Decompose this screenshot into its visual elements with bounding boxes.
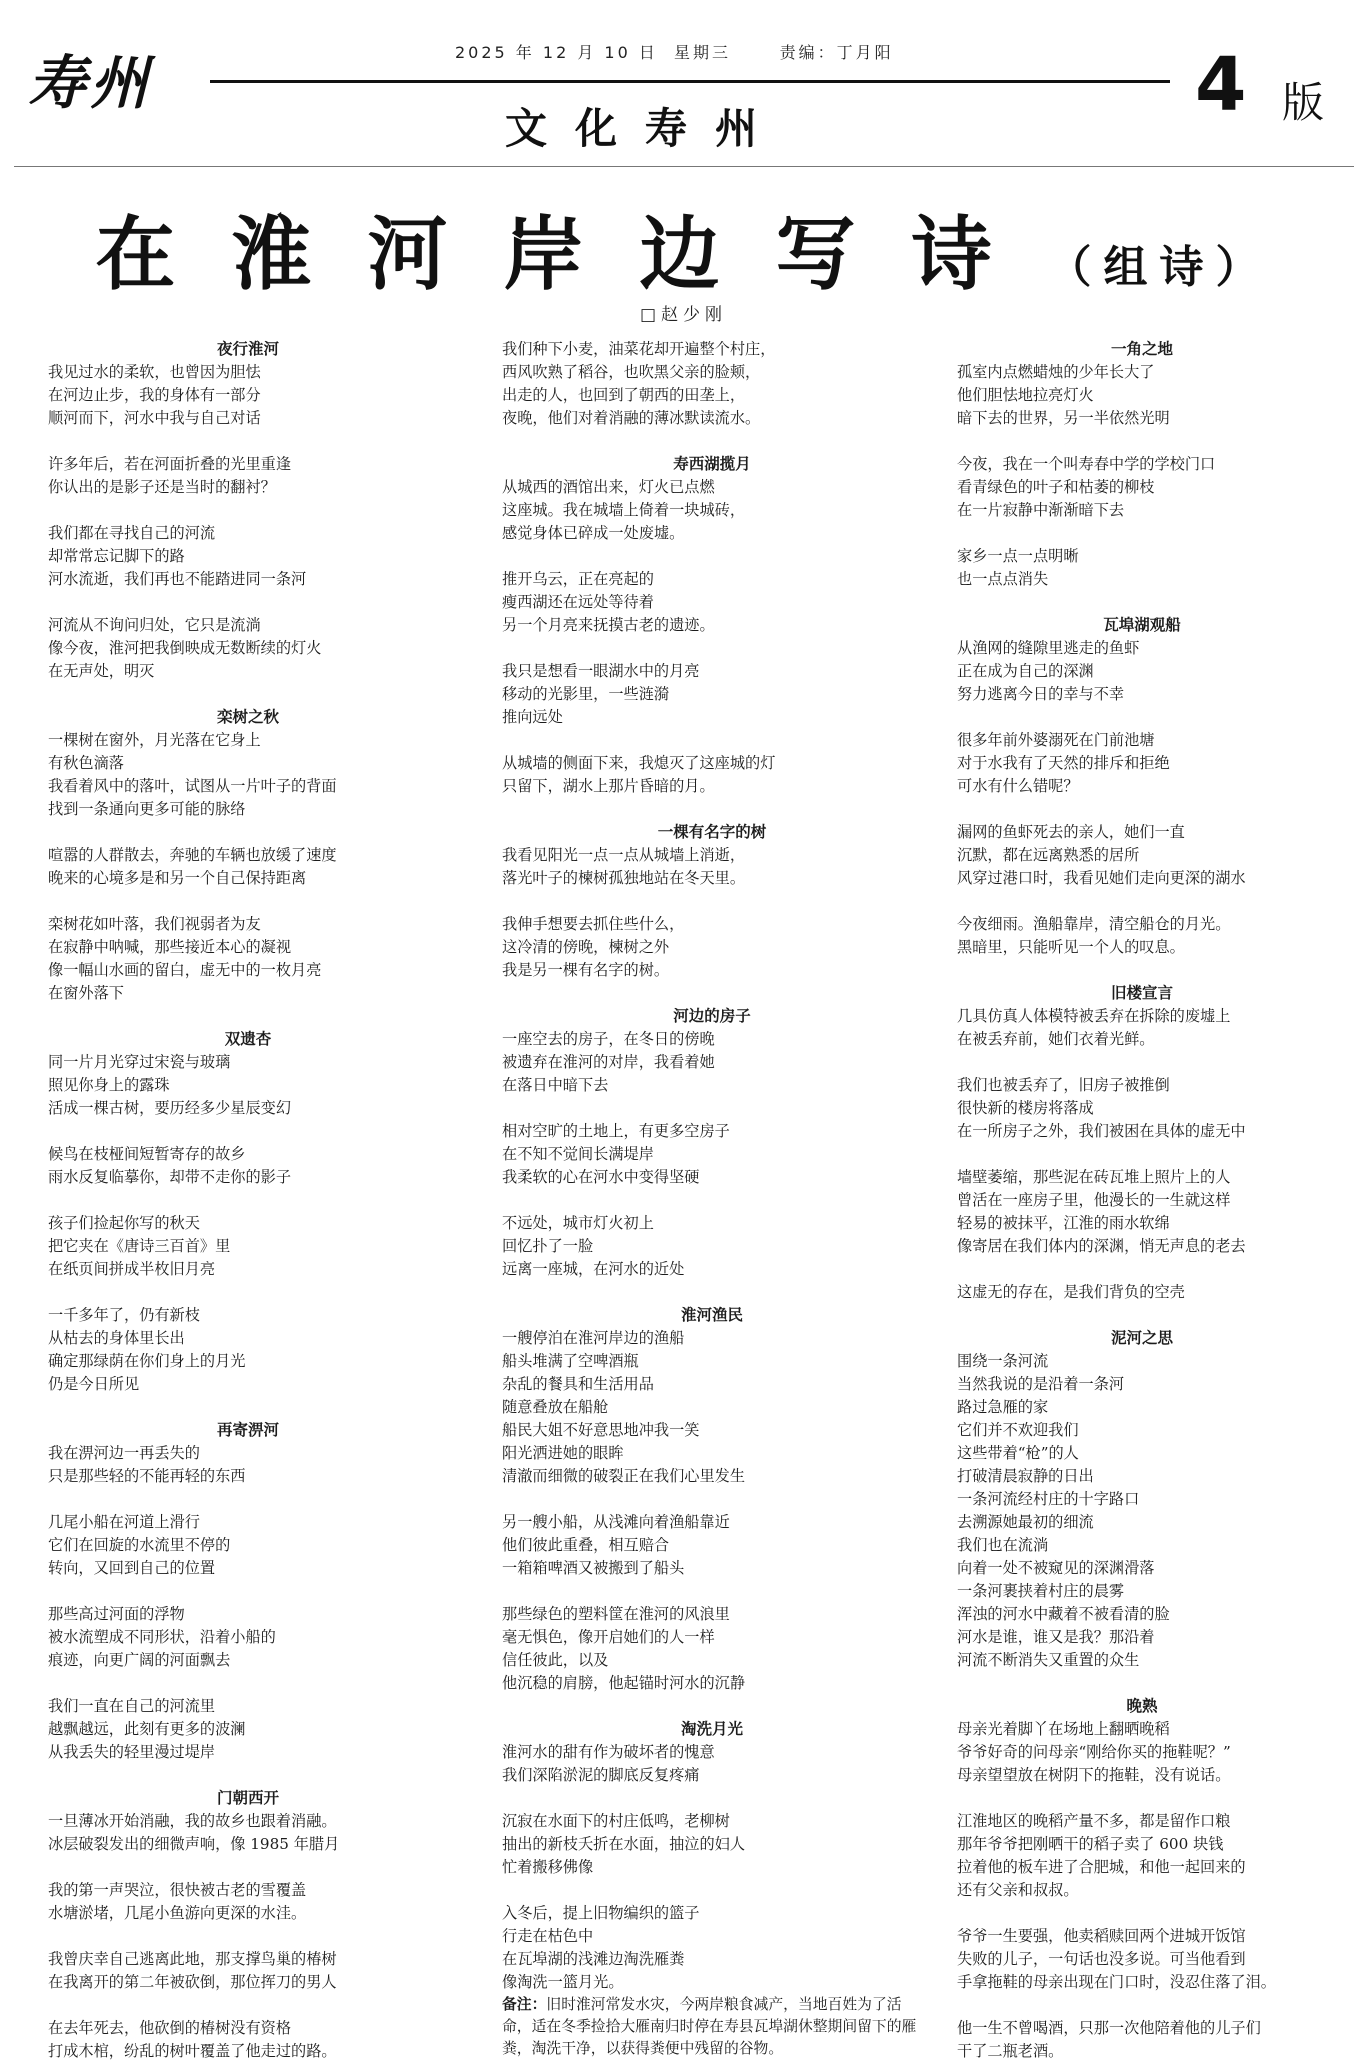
poem-line: 喧嚣的人群散去，奔驰的车辆也放缓了速度	[48, 846, 337, 864]
poem-line: 在一所房子之外，我们被困在具体的虚无中	[957, 1122, 1246, 1140]
stanza-gap	[502, 1787, 922, 1810]
article-subtitle: （组诗）	[1047, 242, 1272, 293]
stanza-gap	[502, 1488, 922, 1511]
stanza-gap	[48, 683, 448, 706]
poem	[48, 1419, 448, 1787]
poem-line: 他们胆怯地拉亮灯火	[957, 386, 1094, 404]
poem-line: 信任彼此，以及	[502, 1651, 609, 1669]
poem-title: 双遗杏	[224, 1030, 272, 1048]
poem-line: 看青绿色的叶子和枯萎的柳枝	[957, 478, 1155, 496]
poem-line: 我们一直在自己的河流里	[48, 1697, 216, 1715]
poem-line: 毫无惧色，像开启她们的人一样	[502, 1628, 715, 1646]
poem-line: 几具仿真人体模特被丢弃在拆除的废墟上	[957, 1007, 1231, 1025]
stanza-gap	[957, 1258, 1327, 1281]
poem-line: 仍是今日所见	[48, 1375, 140, 1393]
poem-line: 在窗外落下	[48, 984, 124, 1002]
poem-line: 推向远处	[502, 708, 563, 726]
stanza-gap	[48, 1672, 448, 1695]
author-byline: □赵少刚	[639, 305, 728, 325]
poem-line: 曾活在一座房子里，他漫长的一生就这样	[957, 1191, 1231, 1209]
poem-line: 很多年前外婆溺死在门前池塘	[957, 731, 1155, 749]
poem-title: 淮河渔民	[680, 1306, 743, 1324]
poem-line: 那年爷爷把刚晒干的稻子卖了 600 块钱	[957, 1835, 1224, 1853]
poem-line: 暗下去的世界，另一半依然光明	[957, 409, 1170, 427]
poem-line: 一棵树在窗外，月光落在它身上	[48, 731, 261, 749]
page-number-suffix: 版	[1282, 78, 1325, 127]
poem-line: 像一幅山水画的留白，虚无中的一枚月亮	[48, 961, 322, 979]
poem-line: 一条河裹挟着村庄的晨雾	[957, 1582, 1125, 1600]
poem-line: 在一片寂静中渐渐暗下去	[957, 501, 1125, 519]
poem-line: 在落日中暗下去	[502, 1076, 609, 1094]
masthead-rule	[210, 80, 1170, 83]
poem-line: 忙着搬移佛像	[502, 1858, 594, 1876]
poem-title: 一角之地	[1110, 340, 1173, 358]
poem	[48, 1787, 448, 2063]
poem-title: 泥河之思	[1110, 1329, 1173, 1347]
poem-line: 今夜细雨。渔船靠岸，清空船仓的月光。	[957, 915, 1231, 933]
poem-line: 相对空旷的土地上，有更多空房子	[502, 1122, 730, 1140]
stanza-gap	[502, 798, 922, 821]
stanza-gap	[957, 890, 1327, 913]
stanza-gap	[502, 1695, 922, 1718]
poem-line: 爷爷好奇的问母亲“刚给你买的拖鞋呢？”	[957, 1743, 1231, 1761]
poem-line: 只是那些轻的不能再轻的东西	[48, 1467, 246, 1485]
poem-line: 水塘淤堵，几尾小鱼游向更深的水洼。	[48, 1904, 307, 1922]
poem-line: 同一片月光穿过宋瓷与玻璃	[48, 1053, 231, 1071]
column-1	[48, 338, 448, 2063]
poem-line: 入冬后，提上旧物编织的篮子	[502, 1904, 700, 1922]
stanza-gap	[502, 729, 922, 752]
poem-line: 墙壁萎缩，那些泥在砖瓦堆上照片上的人	[957, 1168, 1231, 1186]
poem-title: 河边的房子	[673, 1007, 751, 1025]
poem-line: 从城西的酒馆出来，灯火已点燃	[502, 478, 715, 496]
poem	[957, 338, 1327, 614]
poem-line: 黑暗里，只能听见一个人的叹息。	[957, 938, 1185, 956]
issue-date: 2025 年 12 月 10 日 星期三	[455, 43, 732, 62]
poem-line: 河水是谁，谁又是我？那沿着	[957, 1628, 1155, 1646]
footnote-label: 备注：	[502, 1996, 547, 2013]
poem-title: 旧楼宣言	[1110, 984, 1173, 1002]
stanza-gap	[502, 1189, 922, 1212]
poem-line: 杂乱的餐具和生活用品	[502, 1375, 654, 1393]
stanza-gap	[957, 1672, 1327, 1695]
poem-line: 抽出的新枝夭折在水面，抽泣的妇人	[502, 1835, 745, 1853]
poem-line: 淮河水的甜有作为破坏者的愧意	[502, 1743, 715, 1761]
poem-line: 从渔网的缝隙里逃走的鱼虾	[957, 639, 1140, 657]
poem-line: 夜晚，他们对着消融的薄冰默读流水。	[502, 409, 761, 427]
poem	[502, 821, 922, 1005]
poem-line: 随意叠放在船舱	[502, 1398, 609, 1416]
poem-line: 另一个月亮来抚摸古老的遗迹。	[502, 616, 715, 634]
poem-line: 出走的人，也回到了朝西的田垄上，	[502, 386, 745, 404]
poem-line: 沉默，都在远离熟悉的居所	[957, 846, 1140, 864]
poem-line: 一座空去的房子，在冬日的傍晚	[502, 1030, 715, 1048]
poem-line: 我们深陷淤泥的脚底反复疼痛	[502, 1766, 700, 1784]
poem-line: 打破清晨寂静的日出	[957, 1467, 1094, 1485]
poem-line: 找到一条通向更多可能的脉络	[48, 800, 246, 818]
poem-line: 失败的儿子，一句话也没多说。可当他看到	[957, 1950, 1246, 1968]
stanza-gap	[502, 637, 922, 660]
poem-line: 痕迹，向更广阔的河面飘去	[48, 1651, 231, 1669]
poem-line: 另一艘小船，从浅滩向着渔船靠近	[502, 1513, 730, 1531]
poem-line: 向着一处不被窥见的深渊滑落	[957, 1559, 1155, 1577]
poem-line: 在我离开的第二年被砍倒，那位挥刀的男人	[48, 1973, 337, 1991]
poem-line: 在不知不觉间长满堤岸	[502, 1145, 654, 1163]
poem-line: 路过急雁的家	[957, 1398, 1049, 1416]
poem-line: 像寄居在我们体内的深渊，悄无声息的老去	[957, 1237, 1246, 1255]
stanza-gap	[48, 430, 448, 453]
poem-line: 我们都在寻找自己的河流	[48, 524, 216, 542]
poem-line: 河水流逝，我们再也不能踏进同一条河	[48, 570, 307, 588]
poem-line: 从我丢失的轻里漫过堤岸	[48, 1743, 216, 1761]
poem	[957, 614, 1327, 982]
poem-line: 这虚无的存在，是我们背负的空壳	[957, 1283, 1185, 1301]
poem-line: 孩子们捡起你写的秋天	[48, 1214, 200, 1232]
poem-line: 转向，又回到自己的位置	[48, 1559, 216, 1577]
stanza-gap	[502, 1879, 922, 1902]
stanza-gap	[48, 1994, 448, 2017]
poem-line: 几尾小船在河道上滑行	[48, 1513, 200, 1531]
poem-line: 河流从不询问归处，它只是流淌	[48, 616, 261, 634]
poem-line: 在去年死去，他砍倒的椿树没有资格	[48, 2019, 291, 2037]
poem-line: 我曾庆幸自己逃离此地，那支撑鸟巢的椿树	[48, 1950, 337, 1968]
column-2	[502, 338, 922, 2060]
poem-line: 拉着他的板车进了合肥城，和他一起回来的	[957, 1858, 1246, 1876]
poem-line: 被水流塑成不同形状，沿着小船的	[48, 1628, 276, 1646]
poem	[502, 1718, 922, 1994]
stanza-gap	[957, 1787, 1327, 1810]
poem-line: 一旦薄冰开始消融，我的故乡也跟着消融。	[48, 1812, 337, 1830]
poem-line: 家乡一点一点明晰	[957, 547, 1079, 565]
stanza-gap	[502, 1097, 922, 1120]
poem-title: 寿西湖揽月	[673, 455, 751, 473]
poem-line: 越飘越远，此刻有更多的波澜	[48, 1720, 246, 1738]
poem-line: 干了二瓶老酒。	[957, 2042, 1064, 2060]
stanza-gap	[48, 1925, 448, 1948]
poem-line: 他一生不曾喝酒，只那一次他陪着他的儿子们	[957, 2019, 1261, 2037]
stanza-gap	[48, 1120, 448, 1143]
masthead	[0, 0, 1367, 170]
poem-title: 门朝西开	[216, 1789, 279, 1807]
poem-line: 围绕一条河流	[957, 1352, 1049, 1370]
stanza-gap	[502, 1580, 922, 1603]
poem-line: 它们在回旋的水流里不停的	[48, 1536, 231, 1554]
poem-line: 雨水反复临摹你，却带不走你的影子	[48, 1168, 291, 1186]
poem	[502, 338, 922, 453]
poem-line: 顺河而下，河水中我与自己对话	[48, 409, 261, 427]
poem-line: 母亲望望放在树阴下的拖鞋，没有说话。	[957, 1766, 1231, 1784]
poem-title: 夜行淮河	[216, 340, 279, 358]
section-title: 文化寿州	[505, 104, 786, 153]
poem	[48, 706, 448, 1028]
poem-line: 有秋色滴落	[48, 754, 124, 772]
poem-line: 母亲光着脚丫在场地上翻晒晚稻	[957, 1720, 1170, 1738]
poem-title: 栾树之秋	[216, 708, 279, 726]
poem-line: 把它夹在《唐诗三百首》里	[48, 1237, 231, 1255]
poem-line: 船头堆满了空啤酒瓶	[502, 1352, 639, 1370]
poem-line: 我的第一声哭泣，很快被古老的雪覆盖	[48, 1881, 307, 1899]
poem-line: 这冷清的傍晚，楝树之外	[502, 938, 670, 956]
poem-line: 瘦西湖还在远处等待着	[502, 593, 654, 611]
poem-line: 我们也在流淌	[957, 1536, 1049, 1554]
stanza-gap	[957, 522, 1327, 545]
article-headline	[0, 190, 1367, 305]
poem-line: 远离一座城，在河水的近处	[502, 1260, 685, 1278]
poem-line: 一千多年了，仍有新枝	[48, 1306, 200, 1324]
poem-line: 阳光洒进她的眼眸	[502, 1444, 624, 1462]
column-3	[957, 338, 1327, 2063]
poem-line: 在纸页间拼成半枚旧月亮	[48, 1260, 216, 1278]
stanza-gap	[48, 821, 448, 844]
stanza-gap	[48, 499, 448, 522]
poem-line: 他们彼此重叠，相互赔合	[502, 1536, 670, 1554]
poem-line: 我见过水的柔软，也曾因为胆怯	[48, 363, 261, 381]
poem-line: 我看见阳光一点一点从城墙上消逝，	[502, 846, 745, 864]
poem-line: 还有父亲和叔叔。	[957, 1881, 1079, 1899]
poem	[957, 1695, 1327, 2063]
poem-line: 像今夜，淮河把我倒映成无数断续的灯火	[48, 639, 322, 657]
stanza-gap	[48, 1856, 448, 1879]
poem-line: 只留下，湖水上那片昏暗的月。	[502, 777, 715, 795]
stanza-gap	[48, 1764, 448, 1787]
stanza-gap	[48, 1005, 448, 1028]
poem-line: 在瓦埠湖的浅滩边淘洗雁粪	[502, 1950, 685, 1968]
poem-line: 沉寂在水面下的村庄低鸣，老柳树	[502, 1812, 730, 1830]
poem-title: 晚熟	[1126, 1697, 1158, 1715]
poem	[502, 1005, 922, 1304]
stanza-gap	[502, 545, 922, 568]
stanza-gap	[502, 430, 922, 453]
poem-line: 我是另一棵有名字的树。	[502, 961, 670, 979]
poem-line: 当然我说的是沿着一条河	[957, 1375, 1125, 1393]
poem-line: 他沉稳的肩膀，他起锚时河水的沉静	[502, 1674, 745, 1692]
poem-line: 却常常忘记脚下的路	[48, 547, 185, 565]
footnote-text: 旧时淮河常发水灾，今两岸粮食减产，当地百姓为了活命，适在冬季捡拾大雁南归时停在寿县瓦埠湖休整期间留下的雁粪，淘洗干净，以获得粪便中残留的谷物。	[502, 1996, 917, 2057]
poem-line: 你认出的是影子还是当时的翻衬？	[48, 478, 276, 496]
poem-line: 在河边止步，我的身体有一部分	[48, 386, 261, 404]
poem-line: 船民大姐不好意思地冲我一笑	[502, 1421, 700, 1439]
poem-line: 在无声处，明灭	[48, 662, 155, 680]
poem-line: 我柔软的心在河水中变得坚硬	[502, 1168, 700, 1186]
poem-line: 我只是想看一眼湖水中的月亮	[502, 662, 700, 680]
stanza-gap	[957, 1051, 1327, 1074]
poem-line: 栾树花如叶落，我们视弱者为友	[48, 915, 261, 933]
stanza-gap	[957, 706, 1327, 729]
stanza-gap	[957, 1304, 1327, 1327]
poem-line: 感觉身体已碎成一处废墟。	[502, 524, 685, 542]
poem-line: 许多年后，若在河面折叠的光里重逢	[48, 455, 291, 473]
stanza-gap	[48, 1281, 448, 1304]
poem-line: 这座城。我在城墙上倚着一块城砖，	[502, 501, 745, 519]
poem-line: 确定那绿荫在你们身上的月光	[48, 1352, 246, 1370]
stanza-gap	[502, 890, 922, 913]
page-number: 4	[1195, 42, 1247, 128]
poem-line: 它们并不欢迎我们	[957, 1421, 1079, 1439]
poem-line: 今夜，我在一个叫寿春中学的学校门口	[957, 455, 1216, 473]
header-divider	[14, 166, 1354, 167]
poem-line: 去溯源她最初的细流	[957, 1513, 1094, 1531]
poem-line: 回忆扑了一脸	[502, 1237, 594, 1255]
stanza-gap	[48, 1580, 448, 1603]
poem-line: 正在成为自己的深渊	[957, 662, 1094, 680]
poem-line: 在寂静中呐喊，那些接近本心的凝视	[48, 938, 291, 956]
poem-line: 那些绿色的塑料筐在淮河的风浪里	[502, 1605, 730, 1623]
poem-line: 被遗弃在淮河的对岸，我看着她	[502, 1053, 715, 1071]
poem-line: 爷爷一生要强，他卖稻赎回两个进城开饭馆	[957, 1927, 1246, 1945]
stanza-gap	[48, 1488, 448, 1511]
poem	[957, 982, 1327, 1327]
article-title: 在淮河岸边写诗	[95, 207, 1048, 301]
poem-line: 一条河流经村庄的十字路口	[957, 1490, 1140, 1508]
poem-line: 照见你身上的露珠	[48, 1076, 170, 1094]
poem-line: 风穿过港口时，我看见她们走向更深的湖水	[957, 869, 1246, 887]
poem-line: 从枯去的身体里长出	[48, 1329, 185, 1347]
poem-line: 河流不断消失又重置的众生	[957, 1651, 1140, 1669]
stanza-gap	[48, 1396, 448, 1419]
poem-line: 清澈而细微的破裂正在我们心里发生	[502, 1467, 745, 1485]
poem-title: 瓦埠湖观船	[1103, 616, 1181, 634]
poem-line: 很快新的楼房将落成	[957, 1099, 1094, 1117]
poem-line: 手拿拖鞋的母亲出现在门口时，没忍住落了泪。	[957, 1973, 1276, 1991]
poem-line: 晚来的心境多是和另一个自己保持距离	[48, 869, 307, 887]
poem-line: 孤室内点燃蜡烛的少年长大了	[957, 363, 1155, 381]
stanza-gap	[502, 1281, 922, 1304]
newspaper-logo: 寿州	[28, 49, 153, 117]
poem-line: 这些带着“枪”的人	[957, 1444, 1079, 1462]
stanza-gap	[957, 959, 1327, 982]
stanza-gap	[957, 1902, 1327, 1925]
stanza-gap	[957, 1143, 1327, 1166]
poem-title: 一棵有名字的树	[657, 823, 767, 841]
poem-line: 候鸟在枝桠间短暂寄存的故乡	[48, 1145, 246, 1163]
footnote	[502, 1994, 922, 2060]
poem-line: 西风吹熟了稻谷，也吹黑父亲的脸颊，	[502, 363, 761, 381]
poem-line: 一艘停泊在淮河岸边的渔船	[502, 1329, 685, 1347]
poem	[502, 1304, 922, 1718]
poem-line: 轻易的被抹平，江淮的雨水软绵	[957, 1214, 1170, 1232]
poem-line: 冰层破裂发出的细微声响，像 1985 年腊月	[48, 1835, 340, 1853]
poem-line: 可水有什么错呢？	[957, 777, 1079, 795]
poem-title: 淘洗月光	[680, 1720, 743, 1738]
poem-line: 像淘洗一篮月光。	[502, 1973, 624, 1991]
poem	[48, 1028, 448, 1419]
poem-line: 漏网的鱼虾死去的亲人，她们一直	[957, 823, 1185, 841]
poem-line: 不远处，城市灯火初上	[502, 1214, 654, 1232]
poem-line: 我在淠河边一再丢失的	[48, 1444, 200, 1462]
poem-line: 我们也被丢弃了，旧房子被推倒	[957, 1076, 1170, 1094]
poem-line: 一箱箱啤酒又被搬到了船头	[502, 1559, 685, 1577]
stanza-gap	[48, 890, 448, 913]
stanza-gap	[48, 591, 448, 614]
poem-line: 我伸手想要去抓住些什么，	[502, 915, 685, 933]
poem-line: 活成一棵古树，要历经多少星辰变幻	[48, 1099, 291, 1117]
poem-title: 再寄淠河	[216, 1421, 279, 1439]
poem-line: 移动的光影里，一些涟漪	[502, 685, 670, 703]
poem-line: 落光叶子的楝树孤独地站在冬天里。	[502, 869, 745, 887]
poem-line: 打成木棺，纷乱的树叶覆盖了他走过的路。	[48, 2042, 337, 2060]
stanza-gap	[957, 798, 1327, 821]
stanza-gap	[502, 982, 922, 1005]
poem-line: 努力逃离今日的幸与不幸	[957, 685, 1125, 703]
stanza-gap	[957, 1994, 1327, 2017]
stanza-gap	[957, 591, 1327, 614]
poem-line: 从城墙的侧面下来，我熄灭了这座城的灯	[502, 754, 776, 772]
editor-credit: 责编：丁月阳	[779, 43, 894, 62]
stanza-gap	[957, 430, 1327, 453]
poem	[502, 453, 922, 821]
poem-line: 浑浊的河水中藏着不被看清的脸	[957, 1605, 1170, 1623]
poem-line: 江淮地区的晚稻产量不多，都是留作口粮	[957, 1812, 1231, 1830]
poem-line: 行走在枯色中	[502, 1927, 594, 1945]
poem-line: 也一点点消失	[957, 570, 1049, 588]
poem	[48, 338, 448, 706]
poem-line: 那些高过河面的浮物	[48, 1605, 185, 1623]
dateline	[455, 40, 894, 63]
poem-line: 对于水我有了天然的排斥和拒绝	[957, 754, 1170, 772]
poem-line: 在被丢弃前，她们衣着光鲜。	[957, 1030, 1155, 1048]
poem-line: 推开乌云，正在亮起的	[502, 570, 654, 588]
poem-line: 我看着风中的落叶，试图从一片叶子的背面	[48, 777, 337, 795]
stanza-gap	[48, 1189, 448, 1212]
poem	[957, 1327, 1327, 1695]
poem-line: 我们种下小麦，油菜花却开遍整个村庄，	[502, 340, 776, 358]
